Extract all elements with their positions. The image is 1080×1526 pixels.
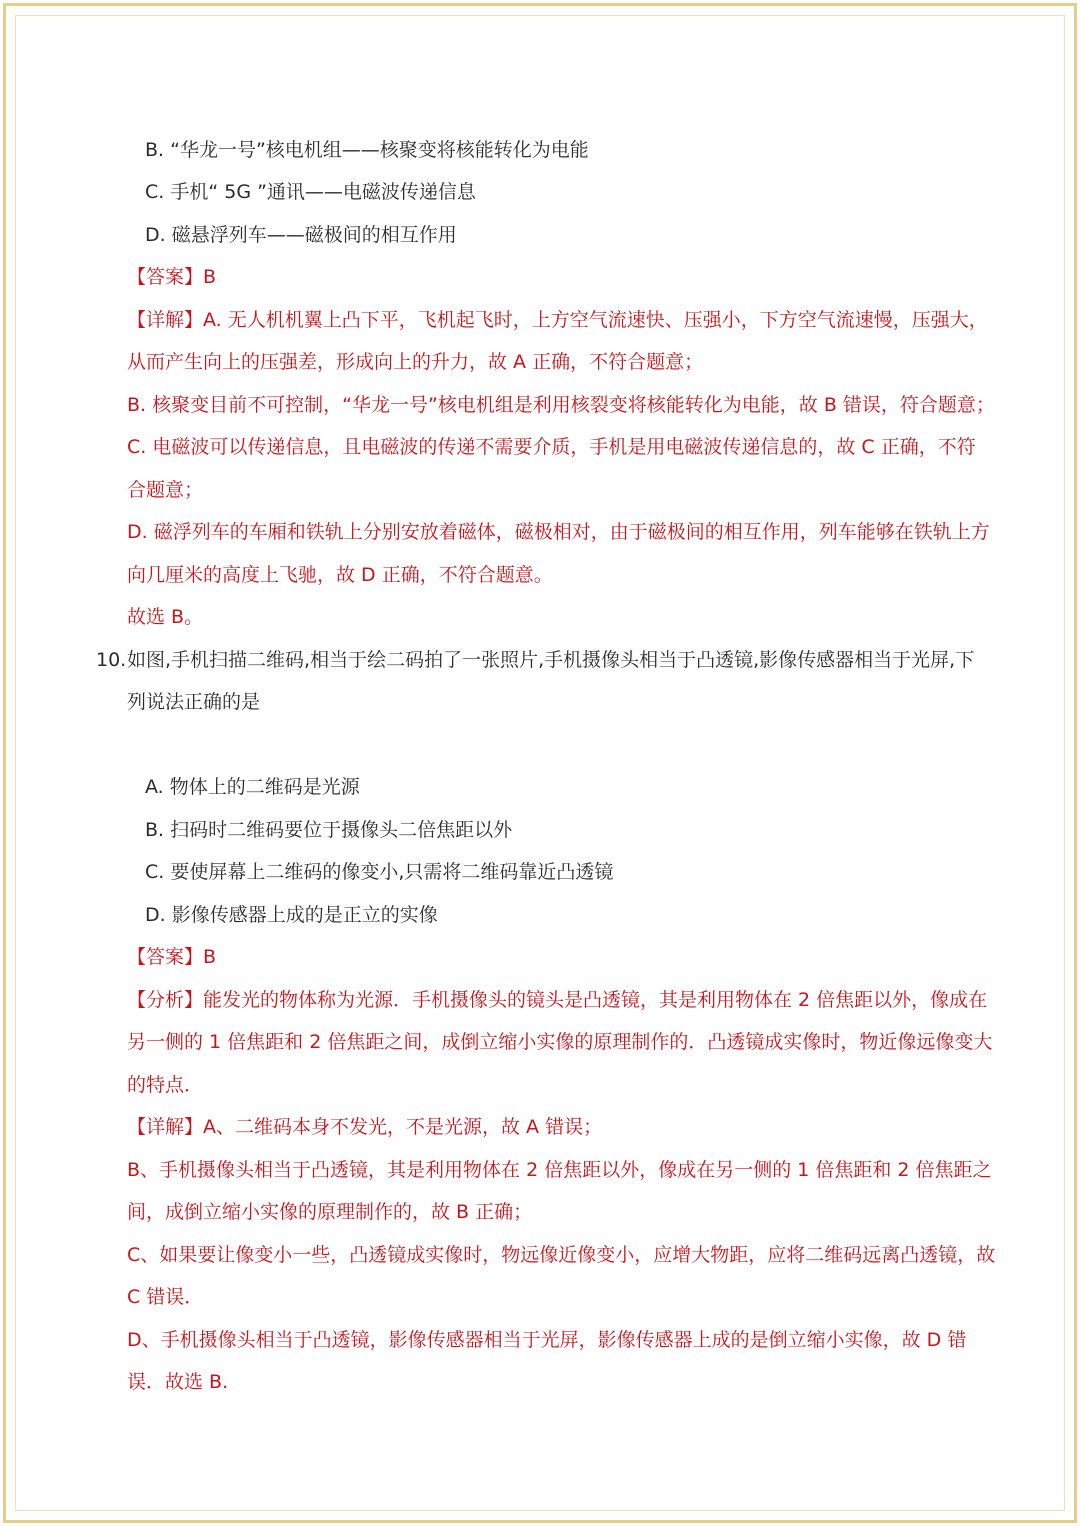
q10-stem-line1: 如图,手机扫描二维码,相当于绘二码拍了一张照片,手机摄像头相当于凸透镜,影像传感器相当于光屏,下 — [127, 649, 975, 671]
q9-detail-line: 【详解】A. 无人机机翼上凸下平，飞机起飞时，上方空气流速快、压强小，下方空气流速慢，压强大， — [127, 309, 988, 331]
q9-option-c: C. 手机“ 5G ”通讯——电磁波传递信息 — [145, 181, 476, 203]
q10-stem-line2: 列说法正确的是 — [127, 691, 261, 713]
q10-analysis-line: 【分析】能发光的物体称为光源．手机摄像头的镜头是凸透镜，其是利用物体在 2 倍焦距以外，像成在 — [127, 989, 988, 1011]
q9-detail-line: 合题意； — [127, 479, 204, 501]
q9-detail-line: C. 电磁波可以传递信息，且电磁波的传递不需要介质，手机是用电磁波传递信息的，故 C 正确，不符 — [127, 436, 976, 458]
q10-detail-line: 【详解】A、二维码本身不发光，不是光源，故 A 错误； — [127, 1116, 603, 1138]
q9-option-b: B. “华龙一号”核电机组——核聚变将核能转化为电能 — [145, 139, 589, 161]
q9-detail-line: D. 磁浮列车的车厢和铁轨上分别安放着磁体，磁极相对，由于磁极间的相互作用，列车能够在铁轨上方 — [127, 521, 990, 543]
q10-detail-line: C、如果要让像变小一些，凸透镜成实像时，物远像近像变小，应增大物距，应将二维码远离凸透镜，故 — [127, 1244, 996, 1266]
q10-option-c: C. 要使屏幕上二维码的像变小,只需将二维码靠近凸透镜 — [145, 861, 614, 883]
q10-number: 10. — [96, 649, 127, 671]
q9-detail-line: 向几厘米的高度上飞驰，故 D 正确，不符合题意。 — [127, 564, 553, 586]
q9-detail-line: 从而产生向上的压强差，形成向上的升力，故 A 正确，不符合题意； — [127, 351, 704, 373]
q10-option-b: B. 扫码时二维码要位于摄像头二倍焦距以外 — [145, 819, 513, 841]
q10-answer: 【答案】B — [127, 946, 217, 968]
q10-analysis-line: 另一侧的 1 倍焦距和 2 倍焦距之间，成倒立缩小实像的原理制作的．凸透镜成实像时，物近像远像变大 — [127, 1031, 993, 1053]
q9-option-d: D. 磁悬浮列车——磁极间的相互作用 — [145, 224, 457, 246]
q10-option-d: D. 影像传感器上成的是正立的实像 — [145, 904, 438, 926]
q10-conclusion: 误．故选 B. — [127, 1371, 229, 1393]
q10-detail-line: C 错误． — [127, 1286, 204, 1308]
q10-detail-line: D、手机摄像头相当于凸透镜，影像传感器相当于光屏，影像传感器上成的是倒立缩小实像，故 D 错 — [127, 1329, 967, 1351]
q10-analysis-line: 的特点． — [127, 1074, 204, 1096]
q10-detail-line: B、手机摄像头相当于凸透镜，其是利用物体在 2 倍焦距以外，像成在另一侧的 1 倍焦距和 2 倍焦距之 — [127, 1159, 992, 1181]
q10-detail-line: 间，成倒立缩小实像的原理制作的，故 B 正确； — [127, 1201, 533, 1223]
q9-detail-line: B. 核聚变目前不可控制，“华龙一号”核电机组是利用核裂变将核能转化为电能，故 B 错误，符合题意； — [127, 394, 995, 416]
q9-answer: 【答案】B — [127, 266, 217, 288]
q9-conclusion: 故选 B。 — [127, 606, 204, 628]
q10-option-a: A. 物体上的二维码是光源 — [145, 776, 360, 798]
